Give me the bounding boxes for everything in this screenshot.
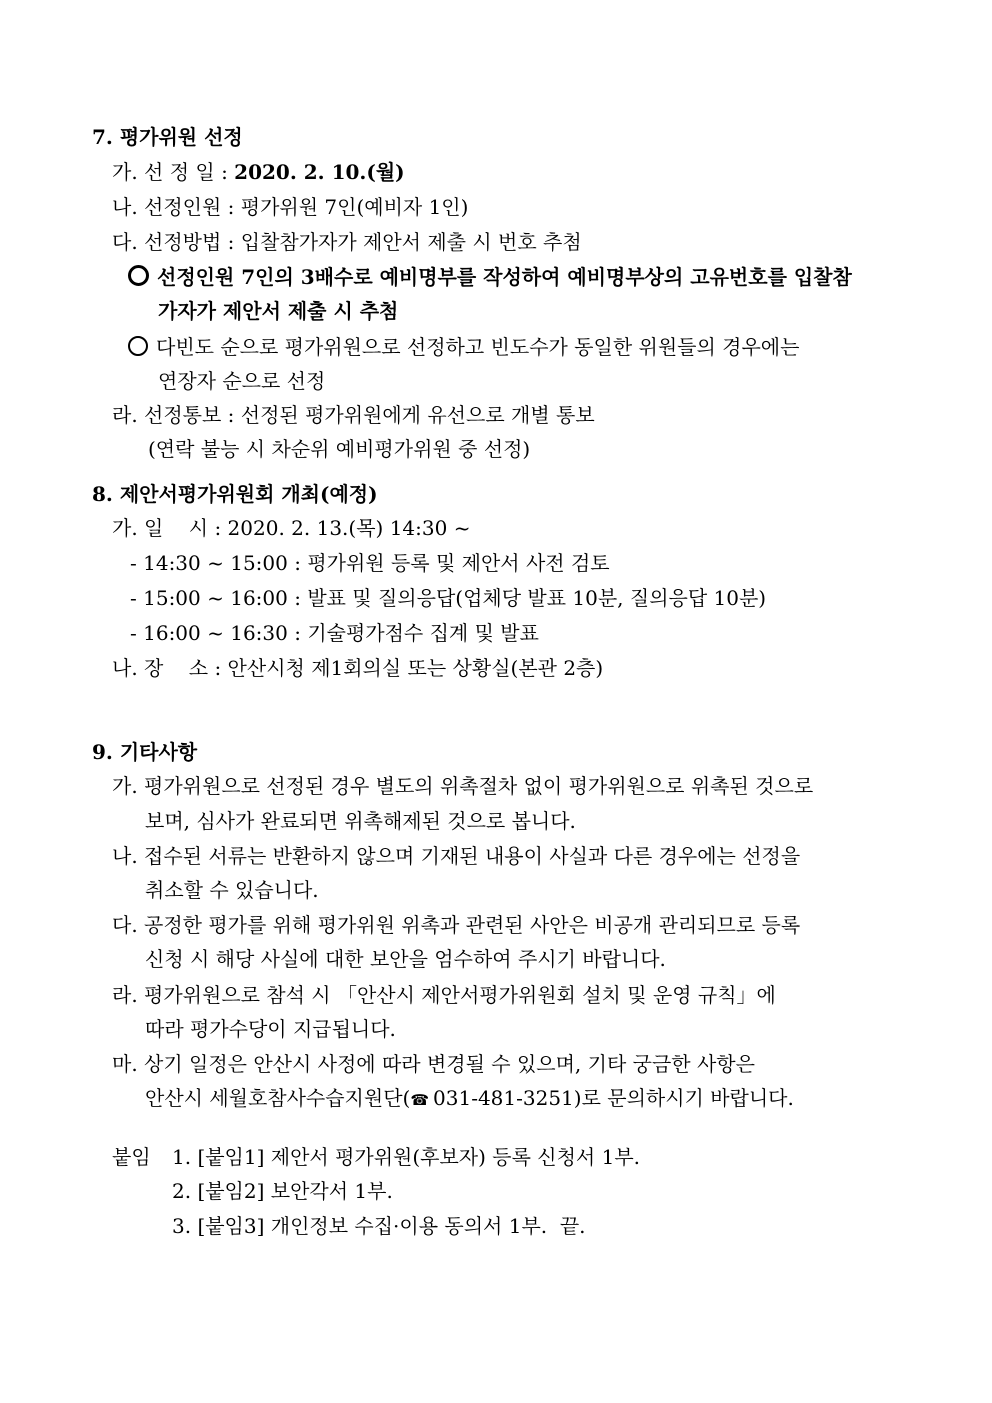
note-da-line-2: 신청 시 해당 사실에 대한 보안을 엄수하여 주시기 바랍니다. (145, 947, 666, 971)
bullet-2-text: 다빈도 순으로 평가위원으로 선정하고 빈도수가 동일한 위원들의 경우에는 (156, 335, 800, 359)
circle-bullet-icon (128, 265, 149, 286)
note-ga-line-1: 가. 평가위원으로 선정된 경우 별도의 위촉절차 없이 평가위원으로 위촉된 것으로 (112, 774, 814, 798)
section-7-title: 7. 평가위원 선정 (92, 125, 243, 149)
bullet-1-line-2: 가자가 제안서 제출 시 추첨 (158, 299, 399, 323)
selection-date (112, 158, 405, 186)
note-da-line-1: 다. 공정한 평가를 위해 평가위원 위촉과 관련된 사안은 비공개 관리되므로 등록 (112, 913, 801, 937)
note-ra-line-1: 라. 평가위원으로 참석 시 「안산시 제안서평가위원회 설치 및 운영 규칙」에 (112, 983, 776, 1007)
selection-date-value: 2020. 2. 10.(월) (234, 160, 405, 184)
section-9-title: 9. 기타사항 (92, 740, 198, 764)
bullet-2-line-2: 연장자 순으로 선정 (158, 369, 326, 393)
section-8-title: 8. 제안서평가위원회 개최(예정) (92, 482, 378, 506)
meeting-datetime: 가. 일 시 : 2020. 2. 13.(목) 14:30 ~ (112, 516, 471, 540)
attachment-item: 1. [붙임1] 제안서 평가위원(후보자) 등록 신청서 1부. (172, 1145, 641, 1169)
selection-count: 나. 선정인원 : 평가위원 7인(예비자 1인) (112, 195, 469, 219)
circle-bullet-icon (128, 336, 148, 356)
attachment-item: 2. [붙임2] 보안각서 1부. (172, 1179, 393, 1203)
note-ra-line-2: 따라 평가수당이 지급됩니다. (145, 1017, 396, 1041)
note-na-line-1: 나. 접수된 서류는 반환하지 않으며 기재된 내용이 사실과 다른 경우에는 선정을 (112, 844, 801, 868)
meeting-place: 나. 장 소 : 안산시청 제1회의실 또는 상황실(본관 2층) (112, 656, 604, 680)
attachment-label: 붙임 (112, 1145, 151, 1169)
selection-method: 다. 선정방법 : 입찰참가자가 제안서 제출 시 번호 추첨 (112, 230, 582, 254)
attachment-item: 3. [붙임3] 개인정보 수집·이용 동의서 1부. 끝. (172, 1214, 586, 1238)
note-ma-line-2 (145, 1084, 794, 1114)
note-ma-line-1: 마. 상기 일정은 안산시 사정에 따라 변경될 수 있으며, 기타 궁금한 사항은 (112, 1052, 755, 1076)
schedule-item: - 16:00 ~ 16:30 : 기술평가점수 집계 및 발표 (130, 621, 539, 645)
selection-notice-note: (연락 불능 시 차순위 예비평가위원 중 선정) (148, 437, 531, 461)
note-na-line-2: 취소할 수 있습니다. (145, 878, 319, 902)
phone-icon: ☎ (410, 1091, 430, 1109)
contact-org: 안산시 세월호참사수습지원단( (145, 1086, 411, 1110)
phone-number: 031-481-3251 (433, 1086, 574, 1110)
bullet-1-line-1 (128, 263, 852, 291)
bullet-2-line-1 (128, 333, 799, 361)
note-ga-line-2: 보며, 심사가 완료되면 위촉해제된 것으로 봅니다. (145, 809, 576, 833)
schedule-item: - 15:00 ~ 16:00 : 발표 및 질의응답(업체당 발표 10분, 질의응답 10분) (130, 586, 767, 610)
contact-suffix: )로 문의하시기 바랍니다. (573, 1086, 794, 1110)
selection-date-label: 가. 선 정 일 : (112, 160, 235, 184)
selection-notice: 라. 선정통보 : 선정된 평가위원에게 유선으로 개별 통보 (112, 403, 595, 427)
schedule-item: - 14:30 ~ 15:00 : 평가위원 등록 및 제안서 사전 검토 (130, 551, 610, 575)
bullet-1-text: 선정인원 7인의 3배수로 예비명부를 작성하여 예비명부상의 고유번호를 입찰참 (157, 265, 852, 289)
